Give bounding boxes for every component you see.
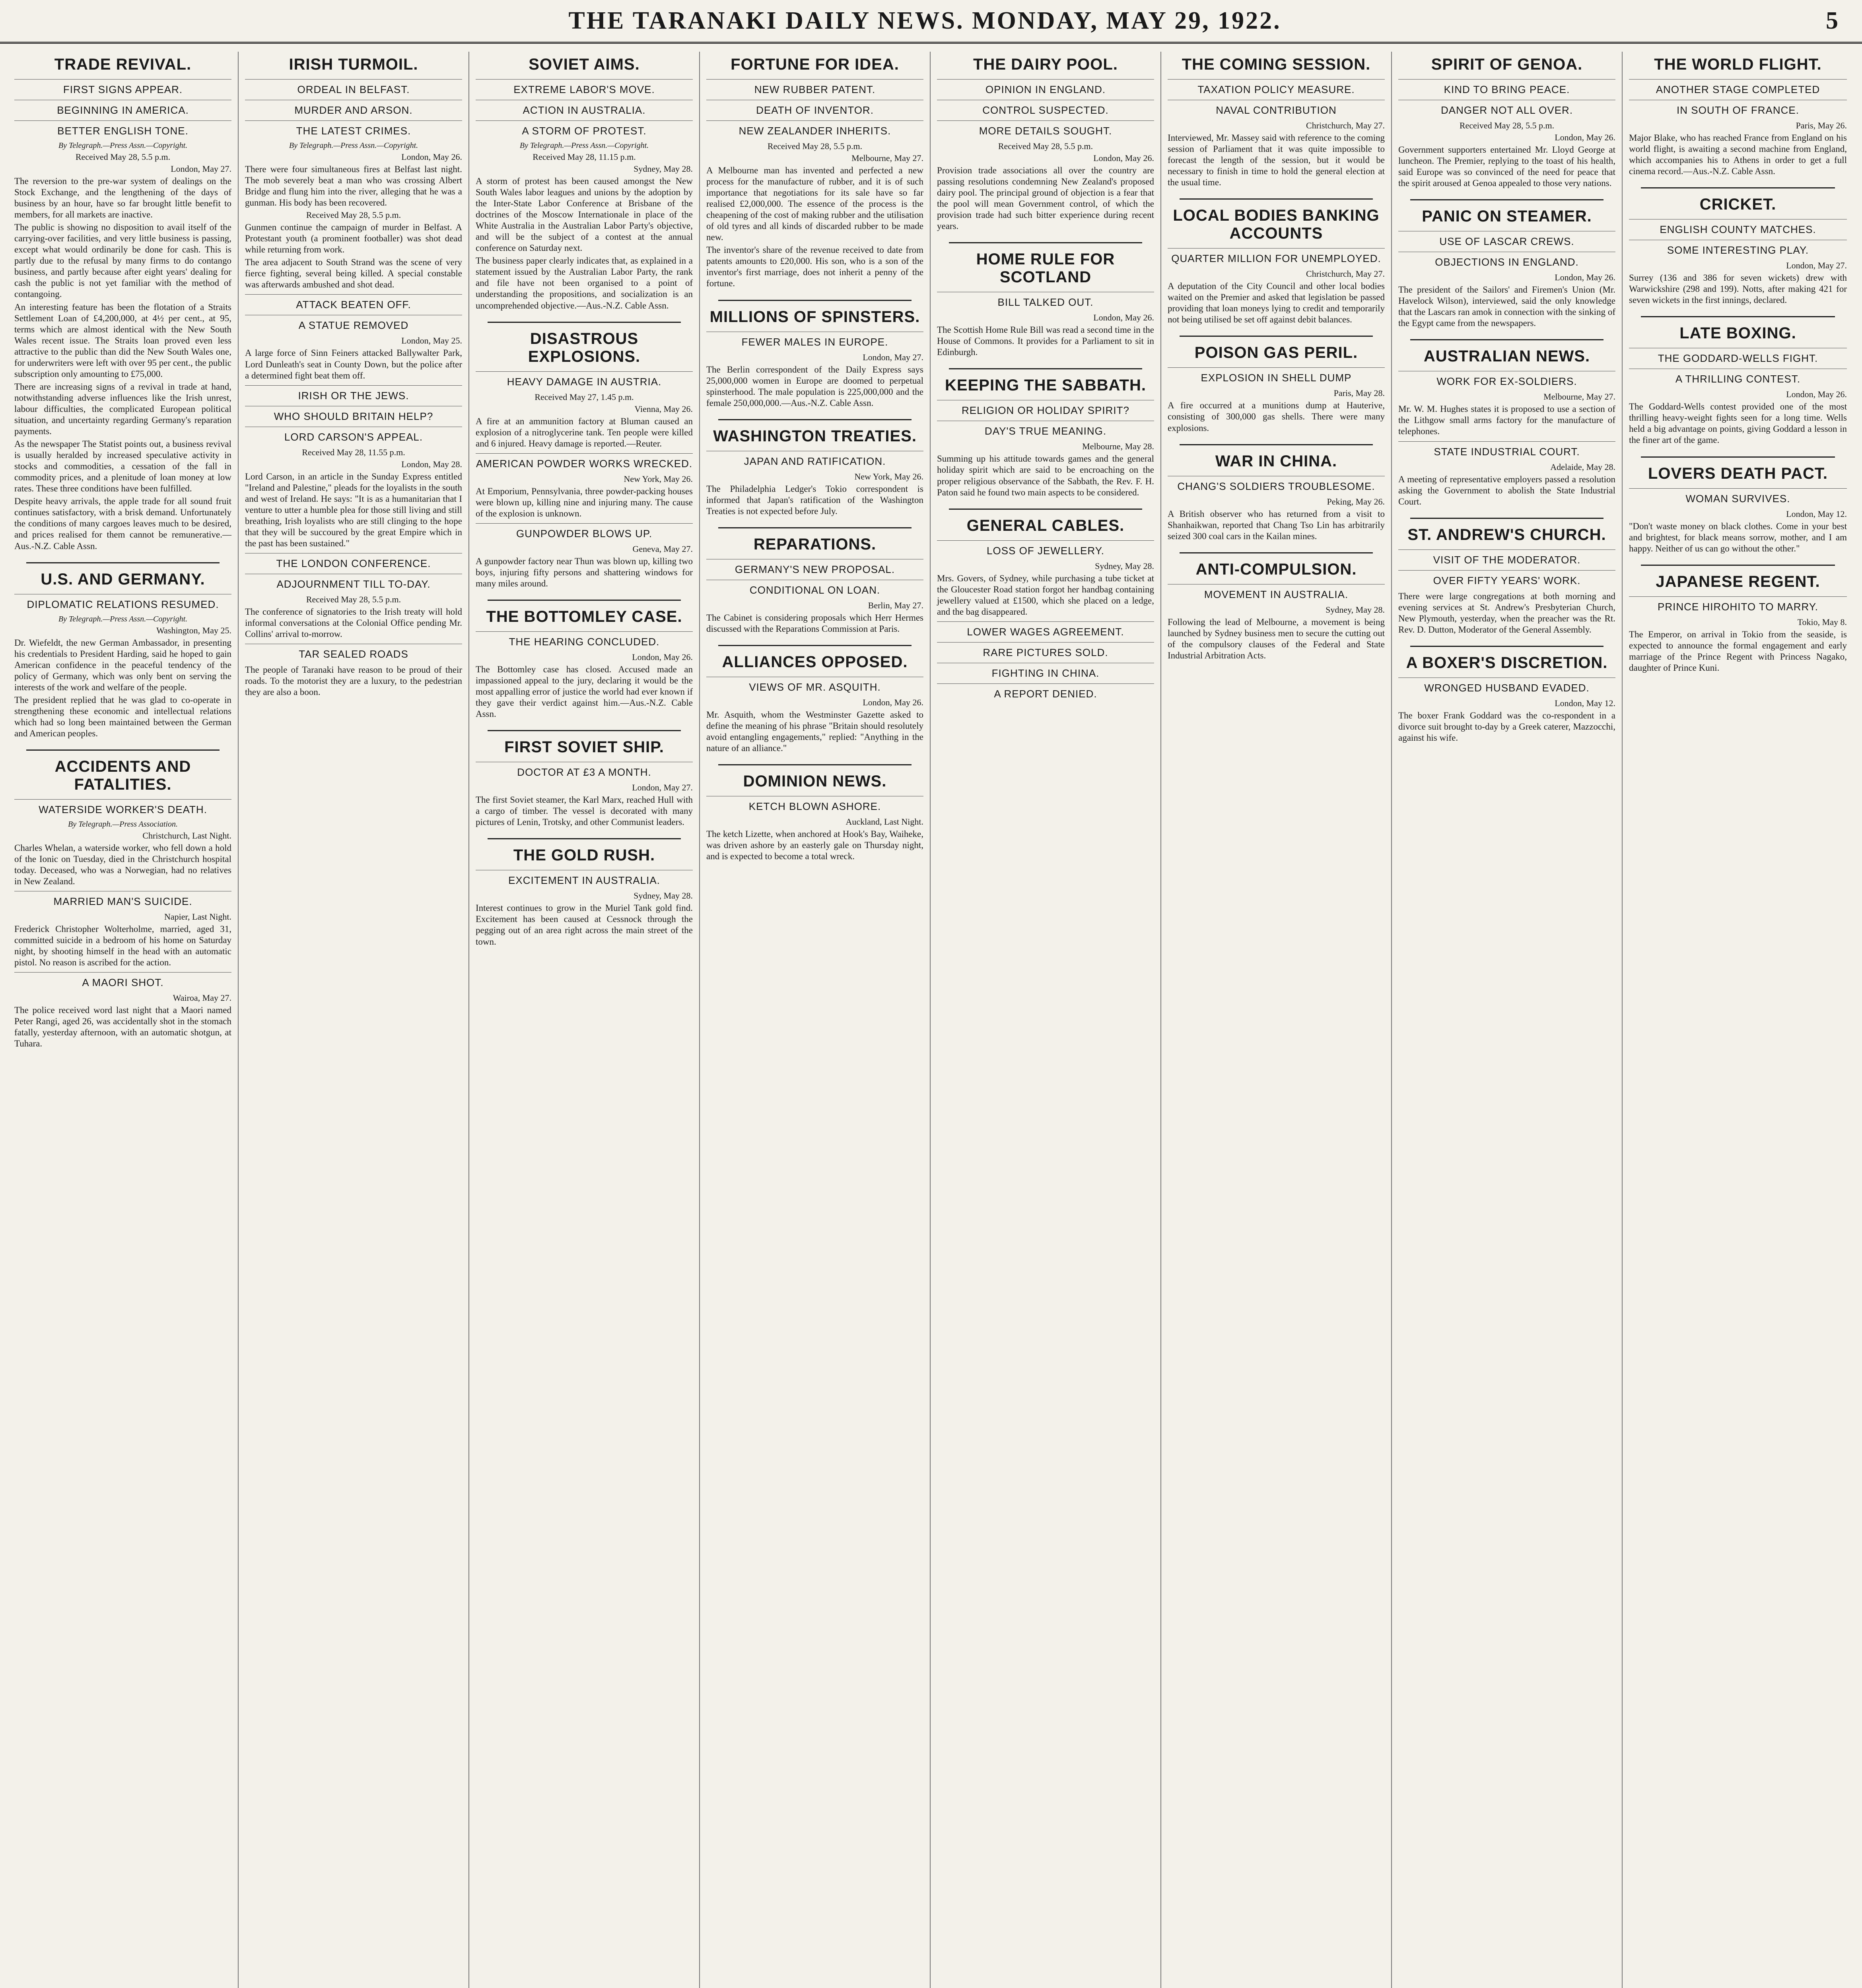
dateline: Paris, May 28. xyxy=(1333,388,1385,398)
subheading: THE HEARING CONCLUDED. xyxy=(476,631,693,648)
column-7 xyxy=(1392,52,1623,1988)
subheading: MORE DETAILS SOUGHT. xyxy=(937,120,1154,137)
newspaper-title: THE TARANAKI DAILY NEWS. MONDAY, MAY 29, 1922. xyxy=(568,7,1281,34)
headline: ACCIDENTS AND FATALITIES. xyxy=(54,757,191,793)
subheading: A MAORI SHOT. xyxy=(14,972,231,989)
headline: CRICKET. xyxy=(1699,196,1776,214)
article-bottomley xyxy=(476,608,693,720)
paragraph: The Scottish Home Rule Bill was read a second time in the House of Commons. It provides for a Parliament to sit in Edinburgh. xyxy=(937,325,1154,357)
subheading: EXCITEMENT IN AUSTRALIA. xyxy=(476,870,693,887)
received-line: Received May 28, 5.5 p.m. xyxy=(306,210,401,220)
subheading: NEW ZEALANDER INHERITS. xyxy=(706,120,923,137)
dateline: Washington, May 25. xyxy=(156,625,231,635)
subheading: MURDER AND ARSON. xyxy=(245,100,462,116)
headline: KEEPING THE SABBATH. xyxy=(945,377,1146,394)
paragraph: A British observer who has returned from a visit to Shanhaikwan, reported that Chang Tso Lin has arbitrarily seized 300 coal cars in the Kailan mines. xyxy=(1168,509,1385,541)
dateline: London, May 26. xyxy=(1093,313,1154,323)
paragraph: Surrey (136 and 386 for seven wickets) drew with Warwickshire (298 and 199). Notts, after making 421 for seven wickets in the first innings, declared. xyxy=(1629,273,1847,305)
headline: TRADE REVIVAL. xyxy=(54,56,192,73)
headline: REPARATIONS. xyxy=(753,535,877,553)
subheading: ACTION IN AUSTRALIA. xyxy=(476,100,693,116)
subheading: RELIGION OR HOLIDAY SPIRIT? xyxy=(937,400,1154,417)
headline: SOVIET AIMS. xyxy=(529,56,640,73)
headline: PANIC ON STEAMER. xyxy=(1422,208,1592,225)
divider xyxy=(488,600,681,601)
paragraph: A deputation of the City Council and other local bodies waited on the Premier and asked that legislation be passed providing that loan moneys lying to credit and temporarily not being utilised be set off against debit balances. xyxy=(1168,281,1385,325)
dateline: London, May 27. xyxy=(171,164,231,174)
subheading: STATE INDUSTRIAL COURT. xyxy=(1398,441,1615,458)
dateline: Melbourne, May 27. xyxy=(851,153,923,163)
dateline: Vienna, May 26. xyxy=(634,404,693,414)
dateline: London, May 27. xyxy=(632,782,693,793)
divider xyxy=(26,749,220,751)
subheading: HEAVY DAMAGE IN AUSTRIA. xyxy=(476,371,693,388)
column-8 xyxy=(1623,52,1853,1988)
subheading: DEATH OF INVENTOR. xyxy=(706,100,923,116)
divider xyxy=(1641,456,1835,458)
subheading: LOSS OF JEWELLERY. xyxy=(937,540,1154,557)
divider xyxy=(26,562,220,563)
dateline: London, May 27. xyxy=(1786,260,1847,271)
dateline: Melbourne, May 27. xyxy=(1543,392,1615,402)
divider xyxy=(1180,336,1373,337)
received-line: Received May 28, 5.5 p.m. xyxy=(767,141,863,151)
subheading: CONDITIONAL ON LOAN. xyxy=(706,580,923,596)
paragraph: The inventor's share of the revenue received to date from patents amounts to £20,000. His son, who is a son of the inventor's first marriage, does not inherit a penny of the fortune. xyxy=(706,245,923,289)
byline: By Telegraph.—Press Assn.—Copyright. xyxy=(58,614,188,623)
paragraph: The Goddard-Wells contest provided one of the most thrilling heavy-weight fights seen for a long time. Wells held a big advantage on points, giving Goddard a lesson in the finer art of the game. xyxy=(1629,402,1847,445)
paragraph: An interesting feature has been the flotation of a Straits Settlement Loan of £4,200,000, at 4½ per cent., at 95, terms which are almost identical with the New South Wales recent issue. The Straits loan proved even less attractive to the public than did the New South Wales one, for underwriters were left with over 95 per cent., the public subscription only amounting to £75,000. xyxy=(14,302,231,379)
paragraph: Gunmen continue the campaign of murder in Belfast. A Protestant youth (a prominent footballer) was shot dead while returning from work. xyxy=(245,222,462,255)
divider xyxy=(1410,339,1603,340)
article-irish-turmoil xyxy=(245,56,462,698)
dateline: Napier, Last Night. xyxy=(164,912,231,922)
article-general-cables xyxy=(937,517,1154,700)
paragraph: Summing up his attitude towards games and the general holiday spirit which are said to be encroaching on the proper religious observance of the Sabbath, the Rev. F. H. Paton said he found two main aspects to be considered. xyxy=(937,454,1154,497)
paragraph: The president of the Sailors' and Firemen's Union (Mr. Havelock Wilson), interviewed, said the only knowledge that the Lascars ran amok in connection with the sinking of the Egypt came from the newspapers. xyxy=(1398,285,1615,328)
article-dominion-news xyxy=(706,773,923,862)
subheading: USE OF LASCAR CREWS. xyxy=(1398,231,1615,248)
paragraph: A Melbourne man has invented and perfected a new process for the manufacture of rubber, and it is of such importance that negotiations for its sale have so far realised £2,000,000. The essence of the process is the cheapening of the cost of making rubber and the utilisation of old tyres and all kinds of discarded rubber to be made new. xyxy=(706,165,923,243)
subheading: ENGLISH COUNTY MATCHES. xyxy=(1629,219,1847,236)
headline: LATE BOXING. xyxy=(1679,324,1796,342)
divider xyxy=(1641,316,1835,317)
article-gold-rush xyxy=(476,846,693,947)
divider xyxy=(1641,187,1835,188)
byline: By Telegraph.—Press Assn.—Copyright. xyxy=(58,141,188,150)
divider xyxy=(718,419,912,420)
subheading: GUNPOWDER BLOWS UP. xyxy=(476,523,693,540)
headline: ANTI-COMPULSION. xyxy=(1195,560,1357,578)
subheading: AMERICAN POWDER WORKS WRECKED. xyxy=(476,453,693,470)
dateline: Geneva, May 27. xyxy=(632,544,693,554)
paragraph: The president replied that he was glad to co-operate in strengthening these economic and intellectual relations which had so long been maintained between the German and American peoples. xyxy=(14,695,231,738)
received-line: Received May 28, 5.5 p.m. xyxy=(1459,120,1555,130)
subheading: A THRILLING CONTEST. xyxy=(1629,369,1847,385)
headline: DOMINION NEWS. xyxy=(743,773,887,790)
dateline: London, May 26. xyxy=(1555,272,1615,283)
paragraph: Lord Carson, in an article in the Sunday Express entitled "Ireland and Palestine," pleads for the loyalists in the south and west of Ireland. He says: "It is as a humanitarian that I venture to utter a humble plea for those still living and still breathing, Irish loyalists who are still clinging to the hope that they will be succoured by the great Empire which in the past has been sustained." xyxy=(245,471,462,548)
subheading: KIND TO BRING PEACE. xyxy=(1398,79,1615,96)
subheading: GERMANY'S NEW PROPOSAL. xyxy=(706,559,923,576)
paragraph: Major Blake, who has reached France from England on his world flight, is awaiting a second machine from England, which accompanies his to Athens in order to get a full cinema record.—Aus.-N.Z. Cable Assn. xyxy=(1629,133,1847,177)
article-dairy-pool xyxy=(937,56,1154,232)
divider xyxy=(1641,565,1835,566)
page-number: 5 xyxy=(1826,7,1838,34)
subheading: EXPLOSION IN SHELL DUMP xyxy=(1168,367,1385,384)
divider xyxy=(1410,646,1603,647)
subheading: WRONGED HUSBAND EVADED. xyxy=(1398,678,1615,694)
paragraph: The Cabinet is considering proposals which Herr Hermes discussed with the Reparations Commission at Paris. xyxy=(706,612,923,634)
dateline: London, May 26. xyxy=(1555,132,1615,142)
divider xyxy=(1410,199,1603,200)
divider xyxy=(1180,444,1373,445)
subheading: DOCTOR AT £3 A MONTH. xyxy=(476,762,693,779)
headline: FIRST SOVIET SHIP. xyxy=(504,738,664,756)
subheading: ORDEAL IN BELFAST. xyxy=(245,79,462,96)
headline: THE COMING SESSION. xyxy=(1182,56,1371,73)
paragraph: The police received word last night that a Maori named Peter Rangi, aged 26, was accidentally shot in the stomach fatally, yesterday afternoon, with an automatic shotgun, at Tuhara. xyxy=(14,1005,231,1049)
paragraph: Dr. Wiefeldt, the new German Ambassador, in presenting his credentials to President Harding, said he hoped to gain American confidence in the peaceful tendency of the policy of Germany, which was only bent on serving the interests of the work and welfare of the people. xyxy=(14,637,231,692)
dateline: Peking, May 26. xyxy=(1327,496,1385,507)
subheading: FEWER MALES IN EUROPE. xyxy=(706,332,923,348)
headline: DISASTROUS EXPLOSIONS. xyxy=(528,330,641,365)
subheading: NAVAL CONTRIBUTION xyxy=(1168,100,1385,116)
dateline: Sydney, May 28. xyxy=(1326,604,1385,615)
column-4 xyxy=(700,52,931,1988)
subheading: NEW RUBBER PATENT. xyxy=(706,79,923,96)
headline: AUSTRALIAN NEWS. xyxy=(1423,348,1590,365)
paragraph: The Bottomley case has closed. Accused made an impassioned appeal to the jury, declaring it would be the most appalling error of justice the world had ever known if they gave their verdict against him.—Aus.-N.Z. Cable Assn. xyxy=(476,664,693,719)
paragraph: There were four simultaneous fires at Belfast last night. The mob severely beat a man who was crossing Albert Bridge and flung him into the river, alleging that he was a gunman. His body has been recovered. xyxy=(245,164,462,208)
article-trade-revival xyxy=(14,56,231,552)
article-coming-session xyxy=(1168,56,1385,188)
paragraph: The area adjacent to South Strand was the scene of very fierce fighting, several being killed. A special constable was afterwards ambushed and shot dead. xyxy=(245,257,462,290)
article-japanese-regent xyxy=(1629,573,1847,674)
received-line: Received May 28, 11.55 p.m. xyxy=(302,447,405,457)
subheading: JAPAN AND RATIFICATION. xyxy=(706,451,923,468)
paragraph: Interviewed, Mr. Massey said with reference to the coming session of Parliament that it was quite impossible to forecast the length of the session, but it would be necessary to finish in time to hold the general election at the usual time. xyxy=(1168,133,1385,188)
headline: LOCAL BODIES BANKING ACCOUNTS xyxy=(1173,207,1380,243)
newspaper-page xyxy=(8,52,1854,1988)
dateline: Auckland, Last Night. xyxy=(845,817,923,827)
column-1 xyxy=(8,52,239,1988)
subheading: A STATUE REMOVED xyxy=(245,315,462,332)
article-st-andrews xyxy=(1398,526,1615,635)
headline: ALLIANCES OPPOSED. xyxy=(722,653,908,671)
subheading: ADJOURNMENT TILL TO-DAY. xyxy=(245,574,462,590)
paragraph: Government supporters entertained Mr. Lloyd George at luncheon. The Premier, replying to the toast of his health, said Europe was so convinced of the need for peace that the spirit aroused at Genoa appealed to those very nations. xyxy=(1398,145,1615,188)
article-boxers-discretion xyxy=(1398,654,1615,744)
subheading: WATERSIDE WORKER'S DEATH. xyxy=(14,799,231,816)
paragraph: The business paper clearly indicates that, as explained in a statement issued by the Australian Labor Party, the rank and file have not been organised to a point of understanding the propositions, and socialization is an uncomprehended objective.—Aus.-N.Z. Cable Assn. xyxy=(476,256,693,311)
paragraph: The Emperor, on arrival in Tokio from the seaside, is expected to announce the formal engagement and early marriage of the Prince Regent with Princess Nagako, daughter of Prince Kuni. xyxy=(1629,629,1847,673)
dateline: Adelaide, May 28. xyxy=(1550,462,1615,472)
received-line: Received May 27, 1.45 p.m. xyxy=(534,392,634,402)
dateline: Sydney, May 28. xyxy=(634,164,693,174)
headline: WAR IN CHINA. xyxy=(1215,452,1337,470)
subheading: OBJECTIONS IN ENGLAND. xyxy=(1398,252,1615,268)
dateline: Sydney, May 28. xyxy=(634,891,693,901)
subheading: QUARTER MILLION FOR UNEMPLOYED. xyxy=(1168,248,1385,265)
article-war-in-china xyxy=(1168,452,1385,542)
headline: A BOXER'S DISCRETION. xyxy=(1406,654,1608,672)
paragraph: The Philadelphia Ledger's Tokio correspondent is informed that Japan's ratification of the Washington Treaties is not expected before July. xyxy=(706,483,923,516)
subheading: LOWER WAGES AGREEMENT. xyxy=(937,621,1154,638)
headline: MILLIONS OF SPINSTERS. xyxy=(709,308,920,326)
article-poison-gas xyxy=(1168,344,1385,433)
dateline: London, May 28. xyxy=(401,459,462,469)
divider xyxy=(718,645,912,646)
headline: HOME RULE FOR SCOTLAND xyxy=(976,250,1115,286)
column-3 xyxy=(469,52,700,1988)
dateline: London, May 25. xyxy=(401,336,462,346)
paragraph: Despite heavy arrivals, the apple trade for all sound fruit continues satisfactory, with a brisk demand. Unfortunately the conditions of many cargoes leaves much to be desired, and prices realised for them cannot be remunerative.—Aus.-N.Z. Cable Assn. xyxy=(14,496,231,551)
article-panic-on-steamer xyxy=(1398,208,1615,329)
subheading: SOME INTERESTING PLAY. xyxy=(1629,240,1847,256)
divider xyxy=(949,368,1142,369)
paragraph: The first Soviet steamer, the Karl Marx, reached Hull with a cargo of timber. The vessel is decorated with many pictures of Lenin, Trotsky, and other Communist leaders. xyxy=(476,795,693,827)
subheading: WHO SHOULD BRITAIN HELP? xyxy=(245,406,462,423)
headline: SPIRIT OF GENOA. xyxy=(1431,56,1583,73)
dateline: London, May 26. xyxy=(1093,153,1154,163)
paragraph: At Emporium, Pennsylvania, three powder-packing houses were blown up, killing nine and injuring many. The cause of the explosion is unknown. xyxy=(476,486,693,518)
dateline: London, May 12. xyxy=(1786,509,1847,519)
subheading: EXTREME LABOR'S MOVE. xyxy=(476,79,693,96)
paragraph: Mr. Asquith, whom the Westminster Gazette asked to define the meaning of his phrase "Britain should resolutely avoid entangling engagements," replied: "Anything in the nature of an alliance." xyxy=(706,709,923,753)
dateline: Paris, May 26. xyxy=(1796,120,1847,130)
subheading: MOVEMENT IN AUSTRALIA. xyxy=(1168,584,1385,601)
dateline: New York, May 26. xyxy=(624,474,693,484)
paragraph: The public is showing no disposition to avail itself of the carrying-over facilities, and very little business is passing, except what would ordinarily be done for cash. This is partly due to the refusal by many firms to do contango business, and partly because after eight years' dealing for cash the public is not yet familiar with the method of contangoing. xyxy=(14,222,231,299)
article-accidents xyxy=(14,758,231,1050)
subheading: WORK FOR EX-SOLDIERS. xyxy=(1398,371,1615,388)
paragraph: Frederick Christopher Wolterholme, married, aged 31, committed suicide in a bedroom of his home on Saturday night, by shooting himself in the head with an automatic pistol. No reason is ascribed for the action. xyxy=(14,924,231,968)
divider xyxy=(1180,552,1373,553)
subheading: DANGER NOT ALL OVER. xyxy=(1398,100,1615,116)
paragraph: Charles Whelan, a waterside worker, who fell down a hold of the Ionic on Tuesday, died in the Christchurch hospital today. Deceased, who was a Norwegian, had no relatives in New Zealand. xyxy=(14,843,231,887)
subheading: OPINION IN ENGLAND. xyxy=(937,79,1154,96)
headline: ST. ANDREW'S CHURCH. xyxy=(1407,526,1606,544)
subheading: A REPORT DENIED. xyxy=(937,683,1154,700)
headline: THE BOTTOMLEY CASE. xyxy=(486,608,682,625)
article-spirit-of-genoa xyxy=(1398,56,1615,189)
paragraph: There are increasing signs of a revival in trade at hand, notwithstanding adverse influences like the Irish unrest, labour difficulties, the complicated European political situation, and uncertainty regarding Germany's reparation payments. xyxy=(14,381,231,437)
article-reparations xyxy=(706,536,923,635)
article-anti-compulsion xyxy=(1168,561,1385,661)
headline: IRISH TURMOIL. xyxy=(289,56,418,73)
paragraph: A storm of protest has been caused amongst the New South Wales labor leagues and unions by the adoption by the Inter-State Labor Conference at Brisbane of the doctrines of the Moscow Internationale in place of the White Australia in the Australian Labor Party's objective, and will be the subject of a contest at the annual conference on Saturday next. xyxy=(476,176,693,253)
subheading: IN SOUTH OF FRANCE. xyxy=(1629,100,1847,116)
dateline: Christchurch, Last Night. xyxy=(142,830,231,841)
subheading: CHANG'S SOLDIERS TROUBLESOME. xyxy=(1168,476,1385,493)
byline: By Telegraph.—Press Assn.—Copyright. xyxy=(519,141,649,150)
article-soviet-aims xyxy=(476,56,693,311)
headline: JAPANESE REGENT. xyxy=(1656,573,1820,590)
column-2 xyxy=(239,52,469,1988)
article-explosions xyxy=(476,330,693,589)
subheading: KETCH BLOWN ASHORE. xyxy=(706,796,923,813)
article-australian-news xyxy=(1398,348,1615,507)
headline: U.S. AND GERMANY. xyxy=(41,570,205,588)
subheading: IRISH OR THE JEWS. xyxy=(245,385,462,402)
subheading: DAY'S TRUE MEANING. xyxy=(937,421,1154,437)
subheading: VISIT OF THE MODERATOR. xyxy=(1398,549,1615,566)
article-cricket xyxy=(1629,196,1847,306)
headline: THE WORLD FLIGHT. xyxy=(1654,56,1822,73)
dateline: Tokio, May 8. xyxy=(1797,617,1847,627)
dateline: Wairoa, May 27. xyxy=(173,993,231,1003)
dateline: London, May 26. xyxy=(863,697,923,707)
paragraph: A gunpowder factory near Thun was blown up, killing two boys, injuring fifty persons and shattering windows for many miles around. xyxy=(476,556,693,588)
subheading: BETTER ENGLISH TONE. xyxy=(14,120,231,137)
subheading: FIGHTING IN CHINA. xyxy=(937,663,1154,679)
dateline: London, May 12. xyxy=(1555,698,1615,708)
headline: WASHINGTON TREATIES. xyxy=(713,427,917,445)
paragraph: Mr. W. M. Hughes states it is proposed to use a section of the Lithgow small arms factory for the manufacture of telephones. xyxy=(1398,404,1615,437)
subheading: THE GODDARD-WELLS FIGHT. xyxy=(1629,348,1847,365)
subheading: TAXATION POLICY MEASURE. xyxy=(1168,79,1385,96)
article-fortune xyxy=(706,56,923,289)
divider xyxy=(488,322,681,323)
subheading: OVER FIFTY YEARS' WORK. xyxy=(1398,570,1615,587)
paragraph: A large force of Sinn Feiners attacked Ballywalter Park, Lord Dunleath's seat in County Down, but the police after a determined fight beat them off. xyxy=(245,348,462,381)
article-us-germany xyxy=(14,571,231,739)
dateline: Berlin, May 27. xyxy=(868,600,923,610)
headline: LOVERS DEATH PACT. xyxy=(1648,464,1828,482)
divider xyxy=(488,730,681,731)
divider xyxy=(718,300,912,301)
byline: By Telegraph.—Press Association. xyxy=(68,819,178,829)
paragraph: Mrs. Govers, of Sydney, while purchasing a tube ticket at the Gloucester Road station forgot her handbag containing jewellery valued at £1500, which she placed on a ledge, and the bag disappeared. xyxy=(937,573,1154,617)
divider xyxy=(488,838,681,839)
paragraph: As the newspaper The Statist points out, a business revival is usually heralded by increased speculative activity in stocks and commodities, a cessation of the fall in commodity prices, and a plenitude of loan money at low rates. These three conditions have been fulfilled. xyxy=(14,439,231,494)
article-late-boxing xyxy=(1629,324,1847,446)
article-soviet-ship xyxy=(476,738,693,828)
byline: By Telegraph.—Press Assn.—Copyright. xyxy=(289,141,418,150)
subheading: VIEWS OF MR. ASQUITH. xyxy=(706,677,923,693)
divider xyxy=(949,242,1142,243)
dateline: Christchurch, May 27. xyxy=(1306,120,1385,130)
subheading: DIPLOMATIC RELATIONS RESUMED. xyxy=(14,594,231,611)
column-5 xyxy=(931,52,1161,1988)
subheading: MARRIED MAN'S SUICIDE. xyxy=(14,891,231,908)
paragraph: A meeting of representative employers passed a resolution asking the Government to abolish the State Industrial Court. xyxy=(1398,474,1615,507)
subheading: BEGINNING IN AMERICA. xyxy=(14,100,231,116)
paragraph: "Don't waste money on black clothes. Come in your best and brightest, for black means sorrow, mother, and I am happy. Neither of us can go without the other." xyxy=(1629,521,1847,553)
dateline: Sydney, May 28. xyxy=(1095,561,1154,571)
divider xyxy=(1410,518,1603,519)
article-lovers-death-pact xyxy=(1629,465,1847,554)
paragraph: Interest continues to grow in the Muriel Tank gold find. Excitement has been caused at Cessnock through the pegging out of an area right across the main street of the town. xyxy=(476,903,693,947)
paragraph: The conference of signatories to the Irish treaty will hold informal conversations at the Colonial Office pending Mr. Collins' arrival to-morrow. xyxy=(245,606,462,639)
dateline: London, May 27. xyxy=(863,352,923,362)
article-sabbath xyxy=(937,377,1154,498)
article-banking-accounts xyxy=(1168,207,1385,325)
article-world-flight xyxy=(1629,56,1847,177)
subheading: ANOTHER STAGE COMPLETED xyxy=(1629,79,1847,96)
divider xyxy=(949,509,1142,510)
headline: THE GOLD RUSH. xyxy=(513,846,655,864)
dateline: London, May 26. xyxy=(401,152,462,162)
subheading: BILL TALKED OUT. xyxy=(937,292,1154,309)
masthead xyxy=(0,0,1862,44)
received-line: Received May 28, 5.5 p.m. xyxy=(998,141,1093,151)
article-alliances xyxy=(706,653,923,754)
dateline: Christchurch, May 27. xyxy=(1306,269,1385,279)
received-line: Received May 28, 5.5 p.m. xyxy=(75,152,171,162)
headline: FORTUNE FOR IDEA. xyxy=(731,56,899,73)
article-washington xyxy=(706,427,923,517)
divider xyxy=(718,527,912,528)
subheading: FIRST SIGNS APPEAR. xyxy=(14,79,231,96)
paragraph: The people of Taranaki have reason to be proud of their roads. To the motorist they are a luxury, to the pedestrian they are also a boon. xyxy=(245,665,462,697)
headline: POISON GAS PERIL. xyxy=(1194,344,1358,362)
subheading: RARE PICTURES SOLD. xyxy=(937,642,1154,659)
subheading: ATTACK BEATEN OFF. xyxy=(245,294,462,311)
paragraph: The ketch Lizette, when anchored at Hook's Bay, Waiheke, was driven ashore by an easterly gale on Thursday night, and is expected to become a total wreck. xyxy=(706,829,923,862)
article-spinsters xyxy=(706,308,923,409)
paragraph: The boxer Frank Goddard was the co-respondent in a divorce suit brought to-day by a Greek caterer, Mazzocchi, against his wife. xyxy=(1398,710,1615,743)
paragraph: There were large congregations at both morning and evening services at St. Andrew's Presbyterian Church, New Plymouth, yesterday, when the preacher was the Rt. Rev. D. Dutton, Moderator of the General Assembly. xyxy=(1398,591,1615,635)
paragraph: A fire at an ammunition factory at Bluman caused an explosion of a nitroglycerine tank. Ten people were killed and 6 injured. Heavy damage is reported.—Reuter. xyxy=(476,416,693,448)
subheading: THE LATEST CRIMES. xyxy=(245,120,462,137)
paragraph: The Berlin correspondent of the Daily Express says 25,000,000 women in Europe are doomed to perpetual spinsterhood. The male population is 225,000,000 and the female 250,000,000.—Aus.-N.Z. Cable Assn. xyxy=(706,364,923,408)
received-line: Received May 28, 5.5 p.m. xyxy=(306,594,401,604)
subheading: WOMAN SURVIVES. xyxy=(1629,488,1847,505)
headline: GENERAL CABLES. xyxy=(966,516,1125,534)
subheading: LORD CARSON'S APPEAL. xyxy=(245,427,462,443)
paragraph: The reversion to the pre-war system of dealings on the Stock Exchange, and the lengthening of the days of business by an hour, have so far brought little benefit to members, for all markets are inactive. xyxy=(14,176,231,220)
subheading: A STORM OF PROTEST. xyxy=(476,120,693,137)
dateline: New York, May 26. xyxy=(854,471,923,481)
subheading: PRINCE HIROHITO TO MARRY. xyxy=(1629,596,1847,613)
dateline: London, May 26. xyxy=(632,652,693,662)
paragraph: Provision trade associations all over the country are passing resolutions condemning New Zealand's proposed dairy pool. The principal ground of objection is a fear that the pool will mean Government control, of which the provision trade had such bitter experience during recent years. xyxy=(937,165,1154,231)
subheading: TAR SEALED ROADS xyxy=(245,644,462,660)
received-line: Received May 28, 11.15 p.m. xyxy=(533,152,636,162)
divider xyxy=(718,764,912,765)
dateline: Melbourne, May 28. xyxy=(1082,441,1154,452)
dateline: London, May 26. xyxy=(1786,389,1847,400)
column-6 xyxy=(1161,52,1392,1988)
article-home-rule xyxy=(937,250,1154,358)
paragraph: A fire occurred at a munitions dump at Hauterive, consisting of 300,000 gas shells. There were many explosions. xyxy=(1168,400,1385,433)
paragraph: Following the lead of Melbourne, a movement is being launched by Sydney business men to secure the cutting out of the compulsory clauses of the Federal and State Industrial Arbitration Acts. xyxy=(1168,617,1385,660)
divider xyxy=(1180,198,1373,200)
subheading: CONTROL SUSPECTED. xyxy=(937,100,1154,116)
headline: THE DAIRY POOL. xyxy=(973,56,1118,73)
subheading: THE LONDON CONFERENCE. xyxy=(245,553,462,570)
